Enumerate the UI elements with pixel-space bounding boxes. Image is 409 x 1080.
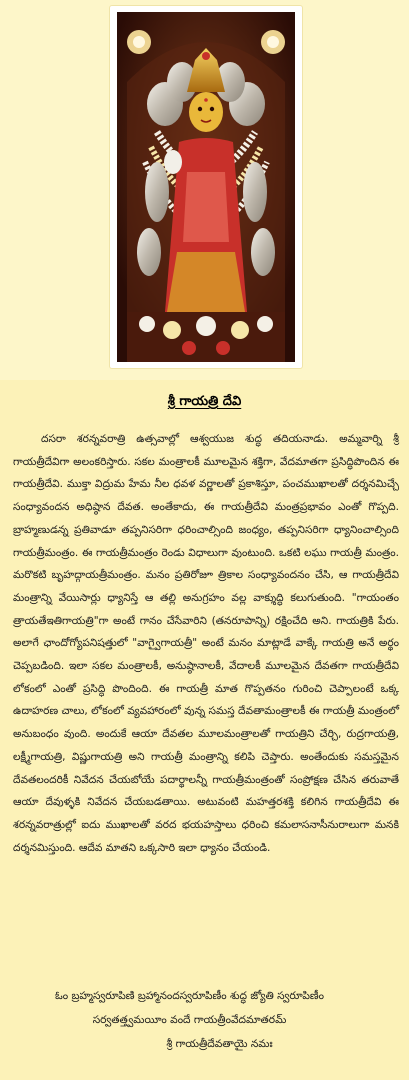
article-title xyxy=(0,394,409,412)
verse-line-1: ఓం బ్రహ్మస్వరూపిణి బ్రహ్మానందస్వరూపిణీం శుద్ధ జ్యోతి స్వరూపిణీం xyxy=(54,990,325,1002)
article-paragraph: దసరా శరన్నవరాత్రి ఉత్సవాల్లో ఆశ్వయుజ శుద్ధ తదియనాడు. అమ్మవార్ని శ్రీ గాయత్రీదేవిగా అలంకరిస్తారు. సకల మంత్రాలకీ మూలమైన శక్తిగా, వేదమాతగా ప్రసిద్ధిపొందిన ఈ గాయత్రీదేవి. ముక్తా విద్రుమ హేమ నీల ధవళ వర్ణాలతో ప్రకాశిస్తూ, పంచముఖాలతో దర్శనమిచ్చే సంధ్యావందన అధిష్ఠాన దేవత. అంతేకాదు, ఈ గాయత్రీదేవి మంత్రప్రభావం ఎంతో గొప్పది. బ్రాహ్మణుడన్న ప్రతివాడూ తప్పనిసరిగా ధరించాల్సింది జంధ్యం, తప్పనిసరిగా ధ్యానించాల్సింది గాయత్రీమంత్రం. ఈ గాయత్రీమంత్రం రెండు విధాలుగా వుంటుంది. ఒకటి లఘు గాయత్రీ మంత్రం. మరొకటి బృహద్గాయత్రీమంత్రం. మనం ప్రతిరోజూ త్రికాల సంధ్యావందనం చేసి, ఆ గాయత్రీదేవి మంత్రాన్ని వేయిసార్లు ధ్యానిస్తే ఆ తల్లి అనుగ్రహం వల్ల వాక్శుద్ధి కలుగుతుంది. "గాయంతం త్రాయతేఇతిగాయత్రి"గా అంటే గానం చేసేవారిని (తనరూపాన్ని) రక్షించేది అని. గాయత్రికి పేరు. అలాగే ఛాందోగ్యోపనిషత్తులో "వాగ్వైగాయత్రీ" అంటే మనం మాట్లాడే వాక్కే గాయత్రి అనే అర్థం చెప్పబడింది. ఇలా సకల మంత్రాలకీ, అనుష్ఠానాలకీ, వేదాలకీ మూలమైన దేవతగా గాయత్రీదేవి లోకంలో ఎంతో ప్రసిద్ధి పొందింది. ఈ గాయత్రీ మాత గొప్పతనం గురించి చెప్పాలంటే ఒక్క ఉదాహరణ చాలు, లోకంలో వ్యవహారంలో వున్న సమస్త దేవతామంత్రాలకీ ఈ గాయత్రీ మంత్రంలో అనుబంధం వుంది. అందుకే ఆయా దేవతల మూలమంత్రాలతో గాయత్రిని చేర్చి, రుద్రగాయత్రి, లక్ష్మీగాయత్రి, విష్ణుగాయత్రి అని గాయత్రీ మంత్రాన్ని కలిపి చెప్తారు. అంతేందుకు సమస్తమైన దేవతలందరికీ నివేదన చేయబోయే పదార్థాలన్నీ గాయత్రీమంత్రంతో సంప్రోక్షణ చేసిన తరువాతే ఆయా దేవుళ్ళకి నివేదన చేయబడతాయి. అటువంటి మహత్తరశక్తి కలిగిన గాయత్రీదేవి ఈ శరన్నవరాత్రుల్లో ఐదు ముఖాలతో వరద భయహస్తాలు ధరించి కమలాసనాసీనురాలుగా మనకి దర్శనమిస్తుంది. ఆదేవ మాతని ఒక్కసారి ఇలా ధ్యానం చేయండి. xyxy=(13,433,399,854)
article-section xyxy=(0,380,409,1080)
idol-illustration xyxy=(117,12,295,362)
article-title-text: శ్రీ గాయత్రి దేవి xyxy=(167,394,242,409)
verse-line-2: సర్వతత్త్వమయీం వందే గాయత్రీంవేదమాతరమ్ xyxy=(92,1014,287,1026)
goddess-idol-photo xyxy=(117,12,295,362)
photo-frame xyxy=(110,6,302,368)
verse-line-3: శ్రీ గాయత్రీదేవతాయై నమః xyxy=(166,1038,273,1050)
